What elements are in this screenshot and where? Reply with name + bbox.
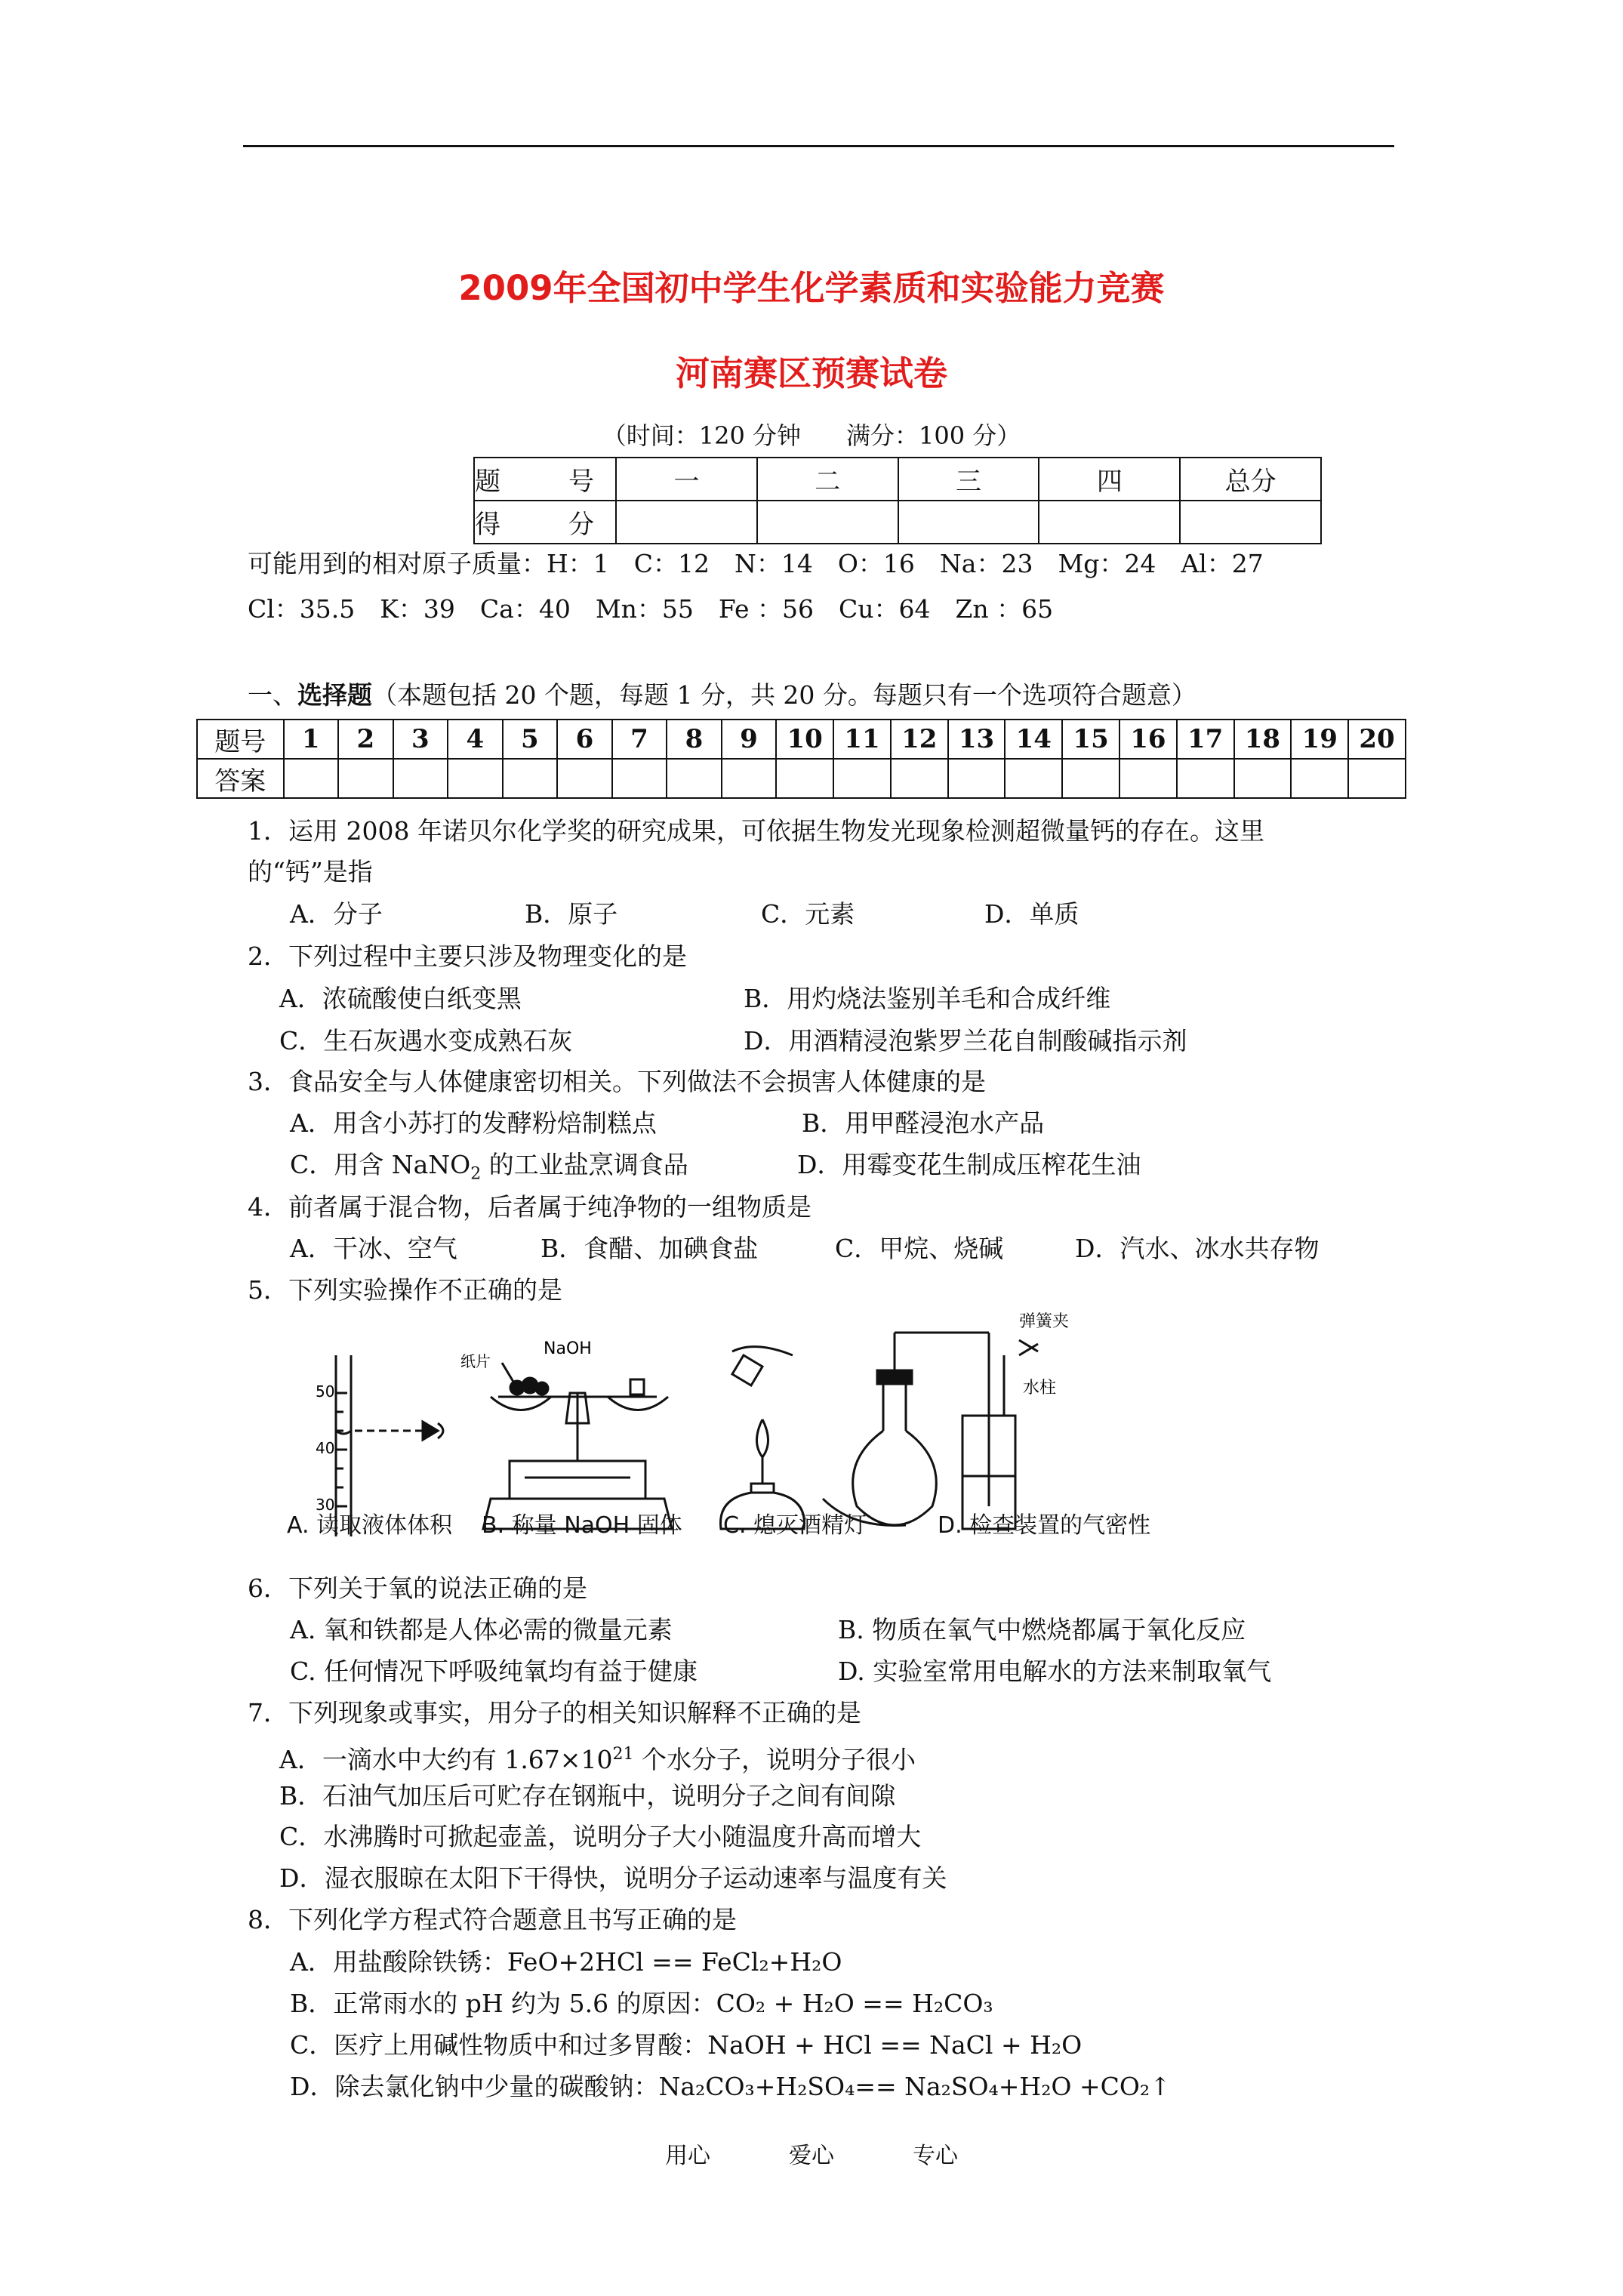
q3-option-a: A．用含小苏打的发酵粉焙制糕点 bbox=[290, 1108, 657, 1138]
score-col-label: 题 号 bbox=[474, 458, 616, 501]
answer-cell[interactable] bbox=[393, 759, 448, 798]
question-number: 16 bbox=[1119, 720, 1177, 759]
q3-option-d: D．用霉变花生制成压榨花生油 bbox=[797, 1150, 1141, 1179]
q8-option-d: D．除去氯化钠中少量的碳酸钠：Na₂CO₃+H₂SO₄== Na₂SO₄+H₂O +CO₂↑ bbox=[290, 2072, 1171, 2101]
answer-cell[interactable] bbox=[612, 759, 667, 798]
answer-cell[interactable] bbox=[338, 759, 393, 798]
q1-option-d: D．单质 bbox=[984, 899, 1079, 929]
q3-stem: 3．食品安全与人体健康密切相关。下列做法不会损害人体健康的是 bbox=[248, 1067, 986, 1096]
exam-time: （时间：120 分钟 bbox=[602, 421, 801, 450]
answer-cell[interactable] bbox=[1234, 759, 1292, 798]
section1-prefix: 一、 bbox=[248, 680, 297, 710]
q7-option-d: D．湿衣服晾在太阳下干得快，说明分子运动速率与温度有关 bbox=[279, 1863, 947, 1893]
question-number: 12 bbox=[891, 720, 948, 759]
section1-heading bbox=[248, 680, 1196, 711]
balance-illustration bbox=[483, 1363, 672, 1529]
exam-subtitle: 河南赛区预赛试卷 bbox=[675, 353, 947, 393]
atomic-mass-line2: Cl：35.5 K：39 Ca：40 Mn：55 Fe ：56 Cu：64 Zn ：65 bbox=[248, 594, 1054, 624]
spring-clip-label: 弹簧夹 bbox=[1019, 1312, 1070, 1331]
question-number: 3 bbox=[393, 720, 448, 759]
score-table bbox=[473, 457, 1322, 544]
answer-cell[interactable] bbox=[1348, 759, 1406, 798]
footer-word-3: 专心 bbox=[913, 2143, 958, 2169]
score-cell[interactable] bbox=[616, 501, 757, 544]
q6-option-c: C. 任何情况下呼吸纯氧均有益于健康 bbox=[290, 1657, 698, 1686]
score-col-4: 四 bbox=[1039, 458, 1180, 501]
q5-caption-c: C. 熄灭酒精灯 bbox=[723, 1512, 867, 1539]
q7-a-pre: A．一滴水中大约有 1.67×10 bbox=[279, 1745, 613, 1774]
score-table-header-row bbox=[474, 458, 1321, 501]
q8-option-a: A．用盐酸除铁锈：FeO+2HCl == FeCl₂+H₂O bbox=[290, 1947, 842, 1977]
q5-caption-b: B. 称量 NaOH 固体 bbox=[482, 1512, 682, 1539]
q7-a-post: 个水分子，说明分子很小 bbox=[633, 1745, 916, 1774]
q4-option-b: B．食醋、加碘食盐 bbox=[540, 1234, 759, 1263]
q4-option-c: C．甲烷、烧碱 bbox=[835, 1234, 1004, 1263]
page-footer bbox=[0, 2137, 1623, 2170]
q8-option-c: C．医疗上用碱性物质中和过多胃酸：NaOH + HCl == NaCl + H₂O bbox=[290, 2030, 1083, 2060]
q6-option-b: B. 物质在氧气中燃烧都属于氧化反应 bbox=[838, 1615, 1246, 1644]
score-col-3: 三 bbox=[898, 458, 1039, 501]
question-number: 9 bbox=[722, 720, 777, 759]
score-col-1: 一 bbox=[616, 458, 757, 501]
q3-option-c bbox=[290, 1149, 688, 1191]
q5-stem: 5．下列实验操作不正确的是 bbox=[248, 1275, 562, 1305]
answer-cell[interactable] bbox=[891, 759, 948, 798]
q1-stem-line2: 的“钙”是指 bbox=[248, 857, 373, 886]
answer-cell[interactable] bbox=[1005, 759, 1062, 798]
question-number: 8 bbox=[667, 720, 722, 759]
q1-stem-line1: 1．运用 2008 年诺贝尔化学奖的研究成果，可依据生物发光现象检测超微量钙的存在。这里 bbox=[248, 816, 1264, 846]
answer-input-row bbox=[197, 759, 1406, 798]
q4-stem: 4．前者属于混合物，后者属于纯净物的一组物质是 bbox=[248, 1192, 812, 1222]
answer-cell[interactable] bbox=[1119, 759, 1177, 798]
q7-option-b: B．石油气加压后可贮存在钢瓶中，说明分子之间有间隙 bbox=[279, 1781, 896, 1811]
q3-c-pre: C．用含 NaNO bbox=[290, 1150, 471, 1179]
answer-row-label: 答案 bbox=[197, 759, 284, 798]
q3-option-b: B．用甲醛浸泡水产品 bbox=[802, 1108, 1045, 1138]
paper-label: 纸片 bbox=[460, 1352, 491, 1370]
score-col-total: 总分 bbox=[1180, 458, 1321, 501]
question-number: 11 bbox=[833, 720, 891, 759]
question-number: 13 bbox=[948, 720, 1006, 759]
score-cell[interactable] bbox=[1039, 501, 1180, 544]
q6-option-a: A. 氧和铁都是人体必需的微量元素 bbox=[290, 1615, 673, 1644]
exam-meta bbox=[0, 417, 1623, 451]
q8-option-b: B．正常雨水的 pH 约为 5.6 的原因：CO₂ + H₂O == H₂CO₃ bbox=[290, 1989, 993, 2018]
naoh-label: NaOH bbox=[544, 1339, 592, 1358]
question-number: 20 bbox=[1348, 720, 1406, 759]
score-cell[interactable] bbox=[757, 501, 898, 544]
alcohol-lamp-illustration bbox=[721, 1347, 805, 1529]
answer-cell[interactable] bbox=[1177, 759, 1234, 798]
q2-option-c: C．生石灰遇水变成熟石灰 bbox=[279, 1026, 573, 1056]
question-number: 14 bbox=[1005, 720, 1062, 759]
q4-option-d: D．汽水、冰水共存物 bbox=[1075, 1234, 1320, 1263]
footer-word-2: 爱心 bbox=[789, 2143, 834, 2169]
q6-option-d: D. 实验室常用电解水的方法来制取氧气 bbox=[838, 1657, 1272, 1686]
question-number: 2 bbox=[338, 720, 393, 759]
q7-option-c: C．水沸腾时可掀起壶盖，说明分子大小随温度升高而增大 bbox=[279, 1822, 922, 1851]
q7-option-a bbox=[279, 1739, 916, 1776]
scale-label-30: 30 bbox=[316, 1496, 335, 1514]
q5-caption-d: D. 检查装置的气密性 bbox=[938, 1512, 1151, 1539]
atomic-mass-line1: 可能用到的相对原子质量：H：1 C：12 N：14 O：16 Na：23 Mg：24 Al：27 bbox=[248, 549, 1264, 578]
answer-cell[interactable] bbox=[948, 759, 1006, 798]
score-cell[interactable] bbox=[1180, 501, 1321, 544]
q2-option-d: D．用酒精浸泡紫罗兰花自制酸碱指示剂 bbox=[744, 1026, 1187, 1056]
answer-table bbox=[196, 719, 1406, 799]
q1-option-a: A．分子 bbox=[290, 899, 383, 929]
question-number: 10 bbox=[776, 720, 833, 759]
q2-option-a: A．浓硫酸使白纸变黑 bbox=[279, 984, 522, 1013]
exam-full-score: 满分：100 分） bbox=[846, 421, 1021, 450]
answer-cell[interactable] bbox=[557, 759, 612, 798]
q1-option-c: C．元素 bbox=[761, 899, 855, 929]
water-column-label: 水柱 bbox=[1023, 1379, 1057, 1398]
question-number: 1 bbox=[284, 720, 339, 759]
header-rule bbox=[243, 145, 1394, 147]
answer-cell[interactable] bbox=[833, 759, 891, 798]
exam-title: 2009年全国初中学生化学素质和实验能力竞赛 bbox=[458, 268, 1165, 308]
q8-stem: 8．下列化学方程式符合题意且书写正确的是 bbox=[248, 1905, 737, 1934]
airtightness-apparatus-illustration bbox=[823, 1333, 1038, 1529]
answer-cell[interactable] bbox=[448, 759, 503, 798]
score-col-2: 二 bbox=[757, 458, 898, 501]
scale-label-40: 40 bbox=[316, 1439, 335, 1457]
section1-note: （本题包括 20 个题，每题 1 分，共 20 分。每题只有一个选项符合题意） bbox=[372, 680, 1196, 710]
q3-c-post: 的工业盐烹调食品 bbox=[481, 1150, 688, 1179]
q4-option-a: A．干冰、空气 bbox=[290, 1234, 457, 1263]
question-number: 15 bbox=[1062, 720, 1119, 759]
q6-stem: 6．下列关于氧的说法正确的是 bbox=[248, 1573, 587, 1603]
question-number: 18 bbox=[1234, 720, 1292, 759]
answer-number-row bbox=[197, 720, 1406, 759]
section1-title: 选择题 bbox=[297, 680, 372, 710]
q5-caption-a: A. 读取液体体积 bbox=[287, 1512, 453, 1539]
answer-cell[interactable] bbox=[776, 759, 833, 798]
q7-stem: 7．下列现象或事实，用分子的相关知识解释不正确的是 bbox=[248, 1698, 861, 1727]
question-number: 17 bbox=[1177, 720, 1234, 759]
question-number: 5 bbox=[503, 720, 558, 759]
answer-cell[interactable] bbox=[503, 759, 558, 798]
score-row-label: 得 分 bbox=[474, 501, 616, 544]
q2-option-b: B．用灼烧法鉴别羊毛和合成纤维 bbox=[744, 984, 1111, 1013]
question-number: 7 bbox=[612, 720, 667, 759]
score-table-score-row bbox=[474, 501, 1321, 544]
answer-cell[interactable] bbox=[722, 759, 777, 798]
question-number: 6 bbox=[557, 720, 612, 759]
answer-cell[interactable] bbox=[1062, 759, 1119, 798]
answer-header-label: 题号 bbox=[197, 720, 284, 759]
answer-cell[interactable] bbox=[1291, 759, 1348, 798]
q3-c-sub: 2 bbox=[470, 1164, 482, 1184]
answer-cell[interactable] bbox=[284, 759, 339, 798]
question-number: 4 bbox=[448, 720, 503, 759]
q2-stem: 2．下列过程中主要只涉及物理变化的是 bbox=[248, 942, 687, 971]
scale-label-50: 50 bbox=[316, 1382, 335, 1401]
footer-word-1: 用心 bbox=[665, 2143, 710, 2169]
q7-a-sup: 21 bbox=[612, 1745, 634, 1764]
q1-option-b: B．原子 bbox=[525, 899, 618, 929]
answer-cell[interactable] bbox=[667, 759, 722, 798]
question-number: 19 bbox=[1291, 720, 1348, 759]
score-cell[interactable] bbox=[898, 501, 1039, 544]
